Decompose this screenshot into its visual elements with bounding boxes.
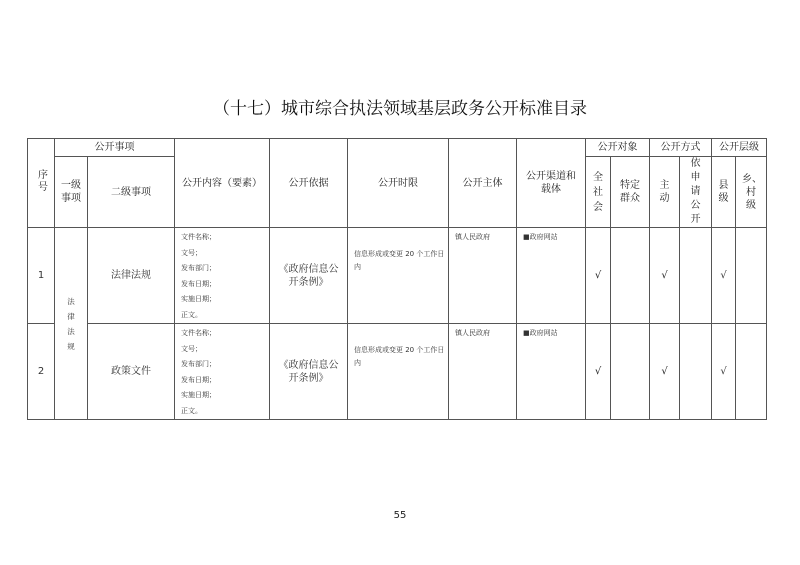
- header-row-1: [28, 139, 767, 157]
- header-level: 公开层级: [712, 139, 767, 157]
- table-row: [28, 228, 767, 324]
- header-level-town: 乡、村级: [736, 157, 767, 228]
- row-time-limit: 信息形成或变更 20 个工作日内: [348, 228, 449, 324]
- content-line: 实施日期；: [181, 391, 216, 399]
- row-level-county-check: √: [712, 228, 736, 324]
- content-line: 正文。: [181, 310, 202, 319]
- row-level-county-check: √: [712, 324, 736, 420]
- content-line: 文件名称；: [181, 329, 216, 337]
- header-content: 公开内容（要素）: [175, 139, 270, 228]
- row-obj-specific-check: [611, 324, 650, 420]
- header-level-county: 县级: [712, 157, 736, 228]
- header-method-apply: 依申请公开: [680, 157, 712, 228]
- row-basis: 《政府信息公开条例》: [270, 324, 348, 420]
- header-method: 公开方式: [650, 139, 712, 157]
- level1-item: 法律法规: [55, 228, 88, 420]
- row-method-apply-check: [680, 228, 712, 324]
- content-line: 发布部门；: [181, 360, 216, 368]
- row-obj-all-check: √: [586, 324, 611, 420]
- row-level2: 政策文件: [88, 324, 175, 420]
- header-matters: 公开事项: [55, 139, 175, 157]
- row-method-active-check: √: [650, 228, 680, 324]
- row-seq: 1: [28, 228, 55, 324]
- content-line: 文件名称；: [181, 233, 216, 241]
- content-line: 文号；: [181, 344, 202, 353]
- content-line: 实施日期；: [181, 295, 216, 303]
- header-seq: 序号: [28, 139, 55, 228]
- header-object: 公开对象: [586, 139, 650, 157]
- page-title: （十七）城市综合执法领域基层政务公开标准目录: [213, 99, 587, 119]
- row-basis: 《政府信息公开条例》: [270, 228, 348, 324]
- page-number: 55: [393, 510, 407, 521]
- header-obj-all: 全社会: [586, 157, 611, 228]
- row-subject: 镇人民政府: [449, 228, 517, 324]
- content-line: 发布部门；: [181, 264, 216, 272]
- row-method-apply-check: [680, 324, 712, 420]
- row-time-limit: 信息形成或变更 20 个工作日内: [348, 324, 449, 420]
- header-level1: 一级事项: [55, 157, 88, 228]
- header-channel: 公开渠道和载体: [517, 139, 586, 228]
- header-basis: 公开依据: [270, 139, 348, 228]
- standards-table: [27, 138, 767, 420]
- row-content: [175, 324, 270, 420]
- row-seq: 2: [28, 324, 55, 420]
- header-time-limit: 公开时限: [348, 139, 449, 228]
- row-obj-all-check: √: [586, 228, 611, 324]
- row-channel: ■政府网站: [517, 228, 586, 324]
- header-level2: 二级事项: [88, 157, 175, 228]
- content-line: 发布日期；: [181, 375, 216, 384]
- row-level-town-check: [736, 228, 767, 324]
- content-line: 正文。: [181, 406, 202, 415]
- header-subject: 公开主体: [449, 139, 517, 228]
- row-channel: ■政府网站: [517, 324, 586, 420]
- row-level-town-check: [736, 324, 767, 420]
- row-content: [175, 228, 270, 324]
- header-obj-specific: 特定群众: [611, 157, 650, 228]
- header-method-active: 主动: [650, 157, 680, 228]
- content-line: 发布日期；: [181, 279, 216, 288]
- table-row: [28, 324, 767, 420]
- content-line: 文号；: [181, 248, 202, 257]
- row-subject: 镇人民政府: [449, 324, 517, 420]
- row-method-active-check: √: [650, 324, 680, 420]
- row-obj-specific-check: [611, 228, 650, 324]
- row-level2: 法律法规: [88, 228, 175, 324]
